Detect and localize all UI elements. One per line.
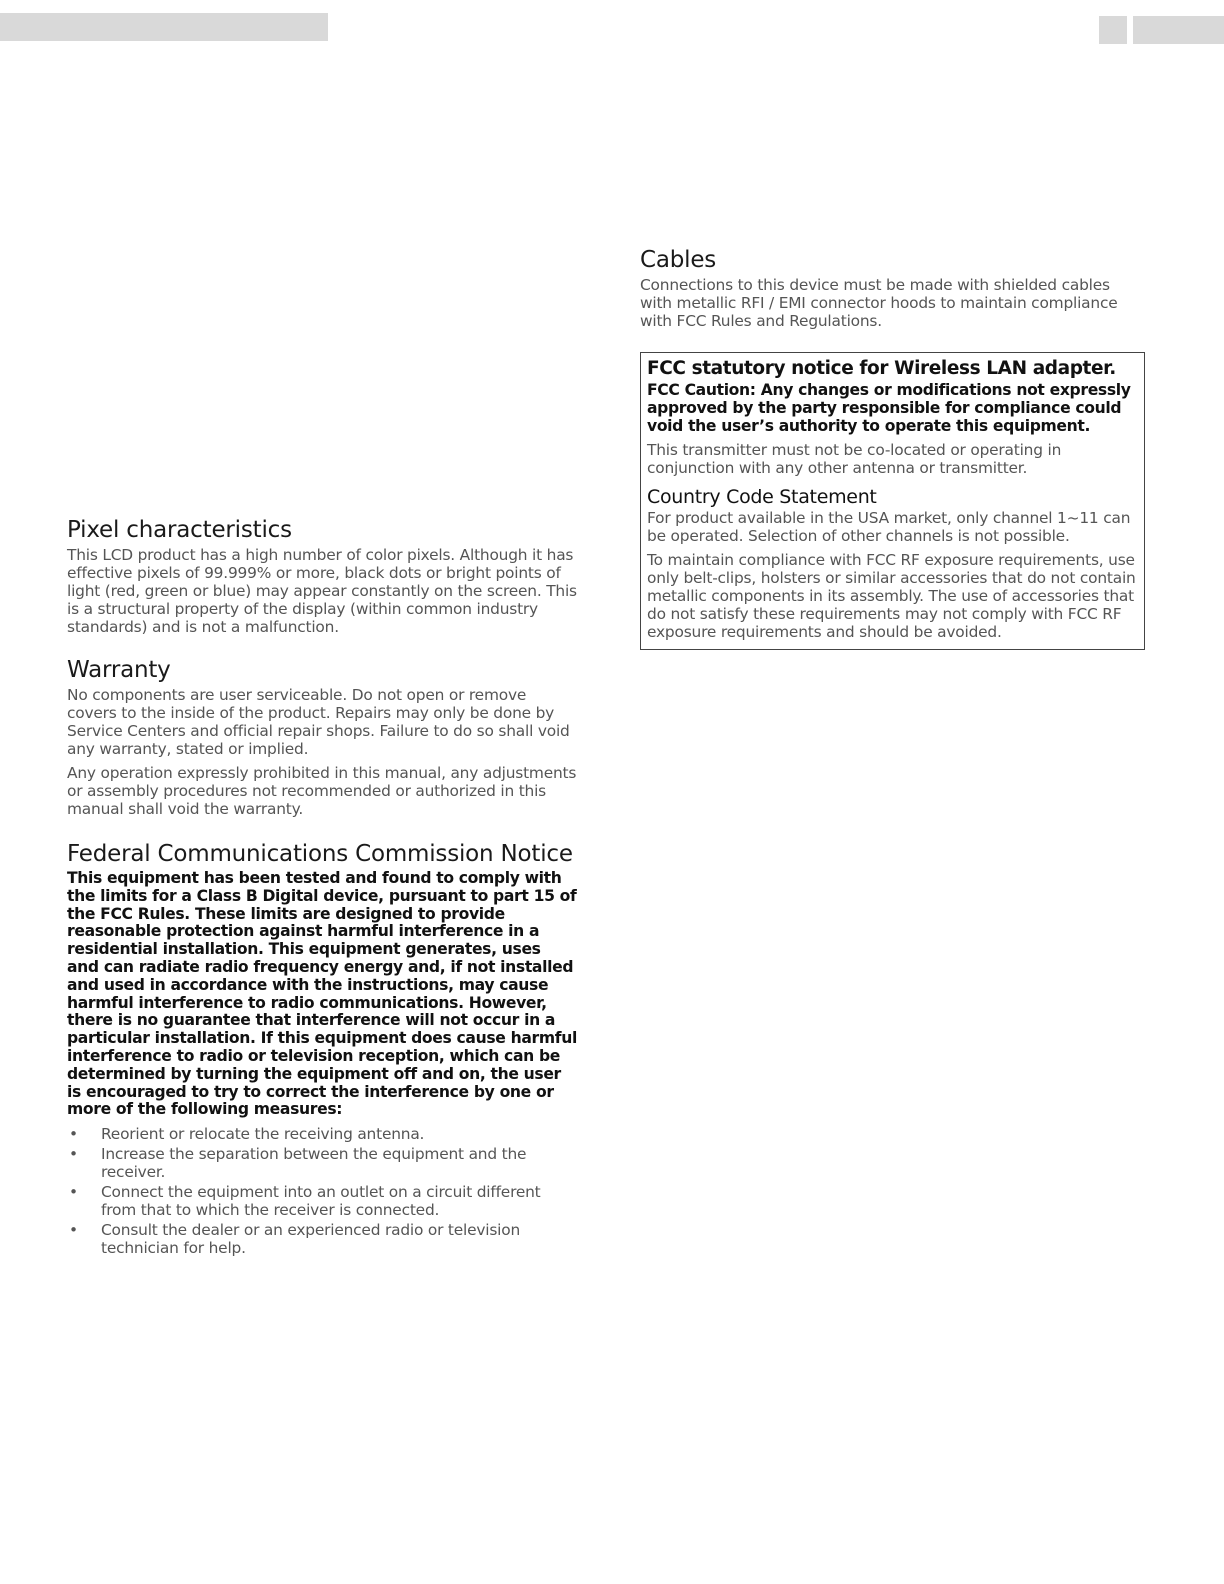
header-bar-right (1133, 16, 1224, 44)
list-item (67, 1221, 577, 1257)
header-page-marker (1099, 16, 1127, 44)
country-code-heading: Country Code Statement (647, 486, 877, 509)
bullet-icon: • (69, 1145, 78, 1164)
pixel-characteristics-section (67, 516, 577, 636)
header-bar-left (0, 13, 328, 41)
cables-text: Connections to this device must be made with shielded cables with metallic RFI / EMI connector hoods to maintain compliance with FCC Rules and Regulations. (640, 276, 1118, 330)
measure-text: Increase the separation between the equipment and the receiver. (101, 1145, 527, 1182)
country-code-text: For product available in the USA market, only channel 1~11 can be operated. Selection of other channels is not possible. (647, 509, 1131, 546)
list-item (67, 1125, 577, 1143)
wireless-lan-notice-title: FCC statutory notice for Wireless LAN adapter. (647, 358, 1116, 379)
warranty-section (67, 656, 577, 818)
fcc-notice-text: This equipment has been tested and found to comply with the limits for a Class B Digital device, pursuant to part 15 of the FCC Rules. These limits are designed to provide reasonable protection against harmful interference in a residential installation. This equipment generates, uses and can radiate radio frequency energy and, if not installed and used in accordance with the instructions, may cause harmful interference to radio communications. However, there is no guarantee that interference will not occur in a particular installation. If this equipment does cause harmful interference to radio or television reception, which can be determined by turning the equipment off and on, the user is encouraged to try to correct the interference by one or more of the following measures: (67, 869, 577, 1119)
measure-text: Reorient or relocate the receiving antenna. (101, 1125, 425, 1144)
left-column (67, 516, 577, 1259)
fcc-measures-list (67, 1125, 577, 1257)
fcc-notice-section (67, 840, 577, 1257)
measure-text: Consult the dealer or an experienced radio or television technician for help. (101, 1221, 521, 1258)
wireless-lan-notice-box (640, 352, 1145, 650)
bullet-icon: • (69, 1221, 78, 1240)
measure-text: Connect the equipment into an outlet on a circuit different from that to which the receiver is connected. (101, 1183, 541, 1220)
rf-exposure-text: To maintain compliance with FCC RF exposure requirements, use only belt-clips, holsters or similar accessories that do not contain metallic components in its assembly. The use of accessories that do not satisfy these requirements may not comply with FCC RF exposure requirements and should be avoided. (647, 551, 1136, 642)
bullet-icon: • (69, 1125, 78, 1144)
cables-section (640, 246, 1145, 330)
cables-heading: Cables (640, 247, 717, 273)
right-column (640, 246, 1145, 650)
warranty-paragraph-2: Any operation expressly prohibited in this manual, any adjustments or assembly procedures not recommended or authorized in this manual shall void the warranty. (67, 764, 577, 818)
pixel-characteristics-heading: Pixel characteristics (67, 517, 292, 543)
warranty-heading: Warranty (67, 657, 171, 683)
list-item (67, 1183, 577, 1219)
list-item (67, 1145, 577, 1181)
fcc-caution-text: FCC Caution: Any changes or modifications not expressly approved by the party responsible for compliance could void the user’s authority to operate this equipment. (647, 381, 1131, 435)
pixel-characteristics-text: This LCD product has a high number of color pixels. Although it has effective pixels of 99.999% or more, black dots or bright points of light (red, green or blue) may appear constantly on the screen. This is a structural property of the display (within common industry standards) and is not a malfunction. (67, 546, 577, 636)
bullet-icon: • (69, 1183, 78, 1202)
warranty-paragraph-1: No components are user serviceable. Do not open or remove covers to the inside of the product. Repairs may only be done by Service Centers and official repair shops. Failure to do so shall void any warranty, stated or implied. (67, 686, 570, 758)
transmitter-text: This transmitter must not be co-located or operating in conjunction with any other antenna or transmitter. (647, 441, 1062, 478)
fcc-notice-heading: Federal Communications Commission Notice (67, 841, 573, 867)
